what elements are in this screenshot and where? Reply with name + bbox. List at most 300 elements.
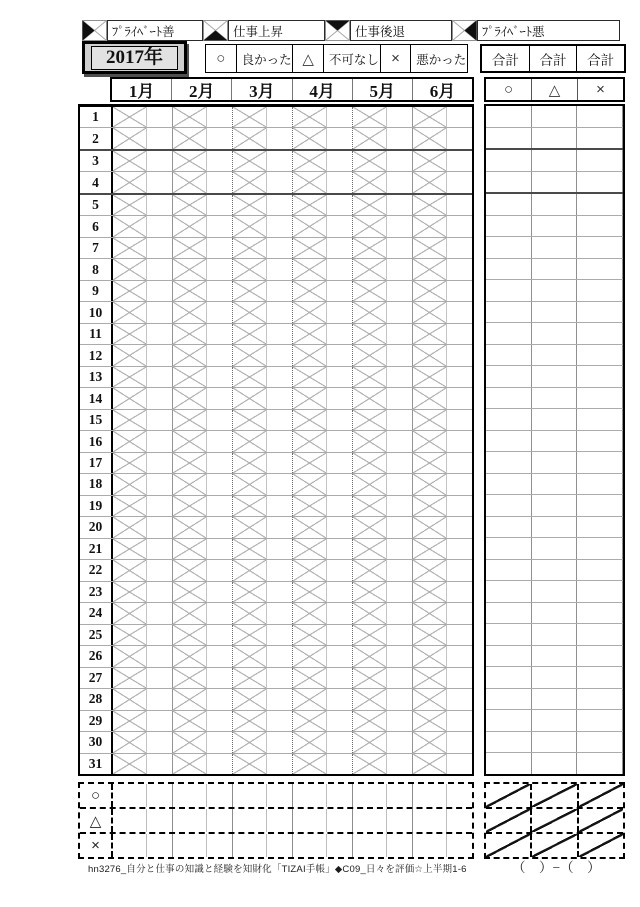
day-row bbox=[80, 603, 472, 624]
summary-tally-cell bbox=[486, 216, 532, 237]
note-cell bbox=[447, 560, 472, 580]
cross-mark-cell bbox=[233, 151, 267, 171]
note-cell bbox=[447, 172, 472, 192]
summary-tally-cell bbox=[486, 667, 532, 688]
cross-mark-cell bbox=[353, 668, 387, 688]
note-cell bbox=[207, 668, 233, 688]
note-cell bbox=[387, 195, 413, 215]
cross-mark-cell bbox=[413, 324, 447, 344]
note-cell bbox=[327, 367, 353, 387]
bottom-count-cell bbox=[173, 834, 207, 857]
cross-mark-cell bbox=[353, 431, 387, 451]
cross-mark-cell bbox=[353, 345, 387, 365]
day-row bbox=[80, 151, 472, 172]
bottom-count-cell bbox=[113, 809, 147, 832]
note-cell bbox=[207, 582, 233, 602]
note-cell bbox=[327, 625, 353, 645]
bottom-count-cell bbox=[387, 784, 413, 807]
summary-tally-cell bbox=[532, 237, 578, 258]
note-cell bbox=[327, 646, 353, 666]
bottom-count-cell bbox=[233, 809, 267, 832]
summary-tally-cell bbox=[577, 302, 623, 323]
summary-tally-cell bbox=[486, 323, 532, 344]
cross-mark-cell bbox=[173, 732, 207, 752]
cross-mark-cell bbox=[173, 582, 207, 602]
summary-tally-cell bbox=[532, 603, 578, 624]
rating-label: 悪かった bbox=[416, 52, 467, 67]
summary-tally-cell bbox=[577, 150, 623, 171]
bottom-count-cell bbox=[293, 784, 327, 807]
day-row bbox=[80, 195, 472, 216]
note-cell bbox=[387, 474, 413, 494]
bottom-summary-row bbox=[80, 784, 472, 809]
note-cell bbox=[267, 517, 293, 537]
cross-mark-cell bbox=[353, 754, 387, 774]
total-header-cell: 合計 bbox=[530, 46, 578, 71]
summary-tally-cell bbox=[486, 409, 532, 430]
note-cell bbox=[147, 172, 173, 192]
cross-mark-cell bbox=[233, 668, 267, 688]
note-cell bbox=[447, 603, 472, 623]
summary-tally-cell bbox=[486, 237, 532, 258]
note-cell bbox=[447, 582, 472, 602]
cross-mark-cell bbox=[353, 539, 387, 559]
note-cell bbox=[147, 195, 173, 215]
note-cell bbox=[327, 302, 353, 322]
bottom-count-cell bbox=[447, 784, 472, 807]
note-cell bbox=[147, 128, 173, 148]
note-cell bbox=[387, 151, 413, 171]
cross-mark-cell bbox=[413, 668, 447, 688]
quadrant-legend bbox=[82, 20, 620, 41]
cross-mark-cell bbox=[233, 216, 267, 236]
cross-mark-cell bbox=[173, 172, 207, 192]
summary-tally-cell bbox=[532, 431, 578, 452]
summary-tally-cell bbox=[577, 581, 623, 602]
cross-mark-cell bbox=[293, 496, 327, 516]
cross-mark-cell bbox=[293, 453, 327, 473]
summary-row bbox=[486, 128, 623, 151]
note-cell bbox=[447, 474, 472, 494]
cross-mark-cell bbox=[413, 517, 447, 537]
summary-tally-cell bbox=[532, 259, 578, 280]
note-cell bbox=[387, 324, 413, 344]
summary-row bbox=[486, 259, 623, 281]
note-cell bbox=[327, 151, 353, 171]
cross-mark-cell bbox=[293, 582, 327, 602]
day-number-cell: 16 bbox=[80, 431, 113, 451]
cross-mark-cell bbox=[233, 582, 267, 602]
cross-mark-cell bbox=[113, 625, 147, 645]
summary-tally-cell bbox=[577, 280, 623, 301]
cross-mark-cell bbox=[233, 711, 267, 731]
cross-mark-cell bbox=[233, 732, 267, 752]
bottom-count-cell bbox=[327, 809, 353, 832]
month-header-cell: 5月 bbox=[353, 79, 413, 100]
month-header-cell: 4月 bbox=[293, 79, 353, 100]
summary-tally-cell bbox=[486, 732, 532, 753]
cross-mark-cell bbox=[173, 431, 207, 451]
note-cell bbox=[267, 474, 293, 494]
note-cell bbox=[207, 259, 233, 279]
bottom-row-symbol: ○ bbox=[80, 784, 113, 807]
quadrant-right-filled-icon bbox=[452, 20, 477, 41]
cross-mark-cell bbox=[233, 345, 267, 365]
summary-row bbox=[486, 150, 623, 172]
summary-row bbox=[486, 710, 623, 732]
summary-tally-cell bbox=[532, 667, 578, 688]
day-row bbox=[80, 172, 472, 194]
summary-tally-cell bbox=[486, 431, 532, 452]
note-cell bbox=[327, 172, 353, 192]
summary-tally-cell bbox=[577, 388, 623, 409]
summary-tally-cell bbox=[577, 517, 623, 538]
total-header-cell: 合計 bbox=[587, 52, 615, 68]
cross-mark-cell bbox=[413, 128, 447, 148]
day-row bbox=[80, 216, 472, 237]
cross-mark-cell bbox=[113, 668, 147, 688]
summary-tally-cell bbox=[486, 753, 532, 774]
note-cell bbox=[207, 238, 233, 258]
day-row bbox=[80, 689, 472, 710]
cross-mark-cell bbox=[233, 128, 267, 148]
cross-mark-cell bbox=[413, 238, 447, 258]
note-cell bbox=[207, 453, 233, 473]
bottom-row-symbol: × bbox=[80, 834, 113, 857]
cross-mark-cell bbox=[413, 711, 447, 731]
day-row bbox=[80, 474, 472, 495]
note-cell bbox=[327, 560, 353, 580]
bottom-count-cell bbox=[267, 809, 293, 832]
cross-mark-cell bbox=[173, 410, 207, 430]
cross-mark-cell bbox=[173, 625, 207, 645]
note-cell bbox=[267, 453, 293, 473]
note-cell bbox=[447, 517, 472, 537]
cross-mark-cell bbox=[233, 754, 267, 774]
cross-mark-cell bbox=[173, 539, 207, 559]
day-row bbox=[80, 238, 472, 259]
cross-mark-cell bbox=[353, 603, 387, 623]
summary-tally-cell bbox=[577, 128, 623, 149]
note-cell bbox=[267, 151, 293, 171]
note-cell bbox=[387, 367, 413, 387]
day-row bbox=[80, 646, 472, 667]
cross-mark-cell bbox=[113, 345, 147, 365]
cross-mark-cell bbox=[113, 128, 147, 148]
bottom-count-cell bbox=[353, 809, 387, 832]
cross-mark-cell bbox=[233, 539, 267, 559]
summary-tally-cell bbox=[486, 106, 532, 127]
cross-mark-cell bbox=[413, 151, 447, 171]
note-cell bbox=[207, 474, 233, 494]
cross-mark-cell bbox=[353, 151, 387, 171]
summary-tally-cell bbox=[577, 345, 623, 366]
day-row bbox=[80, 302, 472, 323]
note-cell bbox=[447, 754, 472, 774]
cross-mark-cell bbox=[173, 345, 207, 365]
note-cell bbox=[387, 216, 413, 236]
day-number-cell: 24 bbox=[80, 603, 113, 623]
cross-mark-cell bbox=[173, 496, 207, 516]
summary-tally-cell bbox=[577, 603, 623, 624]
cross-mark-cell bbox=[233, 367, 267, 387]
note-cell bbox=[447, 302, 472, 322]
note-cell bbox=[207, 646, 233, 666]
summary-symbol-cell: ○ bbox=[486, 79, 532, 100]
cross-mark-cell bbox=[113, 107, 147, 127]
cross-mark-cell bbox=[293, 410, 327, 430]
summary-tally-cell bbox=[532, 302, 578, 323]
note-cell bbox=[387, 689, 413, 709]
day-row bbox=[80, 732, 472, 753]
month-header-cell: 6月 bbox=[429, 82, 456, 101]
note-cell bbox=[147, 431, 173, 451]
note-cell bbox=[147, 732, 173, 752]
note-cell bbox=[327, 517, 353, 537]
bottom-count-cell bbox=[413, 784, 447, 807]
cross-mark-cell bbox=[293, 216, 327, 236]
cross-mark-cell bbox=[353, 216, 387, 236]
summary-tally-cell bbox=[532, 495, 578, 516]
cross-mark-cell bbox=[293, 668, 327, 688]
bottom-count-cell bbox=[327, 834, 353, 857]
cross-mark-cell bbox=[413, 281, 447, 301]
summary-tally-cell bbox=[486, 345, 532, 366]
summary-tally-cell bbox=[532, 323, 578, 344]
bottom-count-cell bbox=[387, 834, 413, 857]
quadrant-bottom-filled-icon bbox=[203, 20, 228, 41]
bottom-summary-row bbox=[80, 834, 472, 857]
note-cell bbox=[387, 388, 413, 408]
note-cell bbox=[327, 128, 353, 148]
day-number-cell: 3 bbox=[80, 151, 113, 171]
day-row bbox=[80, 324, 472, 345]
cross-mark-cell bbox=[173, 281, 207, 301]
summary-row bbox=[486, 581, 623, 603]
cross-mark-cell bbox=[353, 302, 387, 322]
quadrant-left-filled-icon bbox=[82, 20, 107, 41]
cross-mark-cell bbox=[293, 517, 327, 537]
summary-tally-cell bbox=[577, 409, 623, 430]
cross-mark-cell bbox=[173, 324, 207, 344]
summary-tally-cell bbox=[532, 474, 578, 495]
summary-tally-cell bbox=[532, 106, 578, 127]
note-cell bbox=[147, 281, 173, 301]
note-cell bbox=[147, 107, 173, 127]
summary-tally-cell bbox=[577, 624, 623, 645]
day-number-cell: 18 bbox=[80, 474, 113, 494]
cross-mark-cell bbox=[233, 172, 267, 192]
note-cell bbox=[267, 107, 293, 127]
day-evaluation-grid bbox=[78, 104, 474, 776]
cross-mark-cell bbox=[113, 732, 147, 752]
note-cell bbox=[327, 496, 353, 516]
cross-mark-cell bbox=[353, 453, 387, 473]
cross-mark-cell bbox=[233, 603, 267, 623]
quadrant-legend-label: 仕事上昇 bbox=[228, 20, 325, 41]
bottom-count-cell bbox=[233, 784, 267, 807]
note-cell bbox=[447, 324, 472, 344]
note-cell bbox=[147, 603, 173, 623]
note-cell bbox=[447, 281, 472, 301]
bottom-count-cell bbox=[447, 809, 472, 832]
note-cell bbox=[267, 216, 293, 236]
cross-mark-cell bbox=[293, 560, 327, 580]
cross-mark-cell bbox=[173, 689, 207, 709]
note-cell bbox=[207, 410, 233, 430]
cross-mark-cell bbox=[113, 560, 147, 580]
note-cell bbox=[387, 259, 413, 279]
cross-mark-cell bbox=[233, 625, 267, 645]
bottom-count-cell bbox=[447, 834, 472, 857]
day-number-cell: 10 bbox=[80, 302, 113, 322]
summary-tally-cell bbox=[532, 624, 578, 645]
note-cell bbox=[267, 367, 293, 387]
note-cell bbox=[447, 646, 472, 666]
note-cell bbox=[147, 625, 173, 645]
hatched-cell bbox=[486, 784, 532, 807]
bottom-count-cell bbox=[207, 809, 233, 832]
cross-mark-cell bbox=[113, 582, 147, 602]
summary-tally-cell bbox=[532, 538, 578, 559]
day-number-cell: 30 bbox=[80, 732, 113, 752]
cross-mark-cell bbox=[353, 259, 387, 279]
note-cell bbox=[147, 238, 173, 258]
note-cell bbox=[267, 689, 293, 709]
summary-tally-cell bbox=[486, 560, 532, 581]
note-cell bbox=[147, 646, 173, 666]
day-row bbox=[80, 711, 472, 732]
rating-label: 良かった bbox=[237, 45, 294, 72]
note-cell bbox=[387, 345, 413, 365]
day-row bbox=[80, 668, 472, 689]
cross-mark-cell bbox=[233, 388, 267, 408]
cross-mark-cell bbox=[353, 107, 387, 127]
cross-mark-cell bbox=[113, 151, 147, 171]
note-cell bbox=[147, 216, 173, 236]
note-cell bbox=[387, 711, 413, 731]
summary-tally-cell bbox=[532, 581, 578, 602]
note-cell bbox=[207, 539, 233, 559]
note-cell bbox=[147, 560, 173, 580]
bottom-count-cell bbox=[267, 834, 293, 857]
day-number-cell: 6 bbox=[80, 216, 113, 236]
day-number-cell: 7 bbox=[80, 238, 113, 258]
cross-mark-cell bbox=[353, 646, 387, 666]
summary-tally-cell bbox=[532, 345, 578, 366]
day-number-cell: 28 bbox=[80, 689, 113, 709]
note-cell bbox=[447, 345, 472, 365]
note-cell bbox=[387, 560, 413, 580]
cross-mark-cell bbox=[293, 128, 327, 148]
cross-mark-cell bbox=[413, 259, 447, 279]
note-cell bbox=[387, 238, 413, 258]
note-cell bbox=[387, 410, 413, 430]
note-cell bbox=[387, 496, 413, 516]
cross-mark-cell bbox=[413, 172, 447, 192]
summary-tally-cell bbox=[486, 538, 532, 559]
note-cell bbox=[147, 453, 173, 473]
summary-row bbox=[486, 366, 623, 388]
cross-mark-cell bbox=[113, 259, 147, 279]
hatched-cell bbox=[579, 784, 623, 807]
cross-mark-cell bbox=[353, 625, 387, 645]
summary-row bbox=[486, 452, 623, 474]
summary-tally-cell bbox=[486, 194, 532, 215]
note-cell bbox=[387, 732, 413, 752]
bottom-count-cell bbox=[353, 784, 387, 807]
cross-mark-cell bbox=[173, 517, 207, 537]
cross-mark-cell bbox=[233, 453, 267, 473]
day-row bbox=[80, 281, 472, 302]
note-cell bbox=[447, 732, 472, 752]
day-number-cell: 20 bbox=[80, 517, 113, 537]
note-cell bbox=[447, 453, 472, 473]
note-cell bbox=[267, 302, 293, 322]
summary-row bbox=[486, 216, 623, 238]
day-number-cell: 1 bbox=[80, 107, 113, 127]
summary-tally-cell bbox=[532, 452, 578, 473]
note-cell bbox=[147, 474, 173, 494]
summary-symbol-cell: × bbox=[596, 81, 605, 98]
note-cell bbox=[327, 324, 353, 344]
note-cell bbox=[267, 195, 293, 215]
bottom-count-cell bbox=[147, 834, 173, 857]
day-number-cell: 23 bbox=[80, 582, 113, 602]
day-number-cell: 19 bbox=[80, 496, 113, 516]
note-cell bbox=[147, 517, 173, 537]
note-cell bbox=[267, 172, 293, 192]
rating-symbol: × bbox=[381, 45, 412, 72]
hatched-cell bbox=[486, 809, 532, 832]
day-row bbox=[80, 517, 472, 538]
summary-tally-cell bbox=[577, 667, 623, 688]
cross-mark-cell bbox=[413, 431, 447, 451]
bottom-count-cell bbox=[387, 809, 413, 832]
day-row bbox=[80, 582, 472, 603]
note-cell bbox=[147, 388, 173, 408]
summary-tally-cell bbox=[577, 474, 623, 495]
cross-mark-cell bbox=[293, 302, 327, 322]
cross-mark-cell bbox=[113, 367, 147, 387]
note-cell bbox=[447, 539, 472, 559]
note-cell bbox=[447, 689, 472, 709]
day-row bbox=[80, 560, 472, 581]
cross-mark-cell bbox=[293, 388, 327, 408]
note-cell bbox=[147, 302, 173, 322]
day-row bbox=[80, 259, 472, 280]
summary-tally-cell bbox=[577, 753, 623, 774]
cross-mark-cell bbox=[293, 603, 327, 623]
note-cell bbox=[147, 259, 173, 279]
note-cell bbox=[267, 711, 293, 731]
summary-tally-cell bbox=[486, 517, 532, 538]
note-cell bbox=[267, 388, 293, 408]
day-number-cell: 15 bbox=[80, 410, 113, 430]
cross-mark-cell bbox=[113, 539, 147, 559]
note-cell bbox=[147, 668, 173, 688]
cross-mark-cell bbox=[353, 410, 387, 430]
month-header-row bbox=[110, 77, 474, 102]
note-cell bbox=[327, 732, 353, 752]
note-cell bbox=[147, 367, 173, 387]
summary-tally-cell bbox=[486, 388, 532, 409]
summary-tally-cell bbox=[486, 259, 532, 280]
cross-mark-cell bbox=[113, 474, 147, 494]
footer-title: hn3276_自分と仕事の知識と経験を知財化「TIZAI手帳」◆C09_日々を評価☆上半期1-6 bbox=[88, 864, 467, 875]
note-cell bbox=[387, 172, 413, 192]
summary-row bbox=[486, 517, 623, 539]
